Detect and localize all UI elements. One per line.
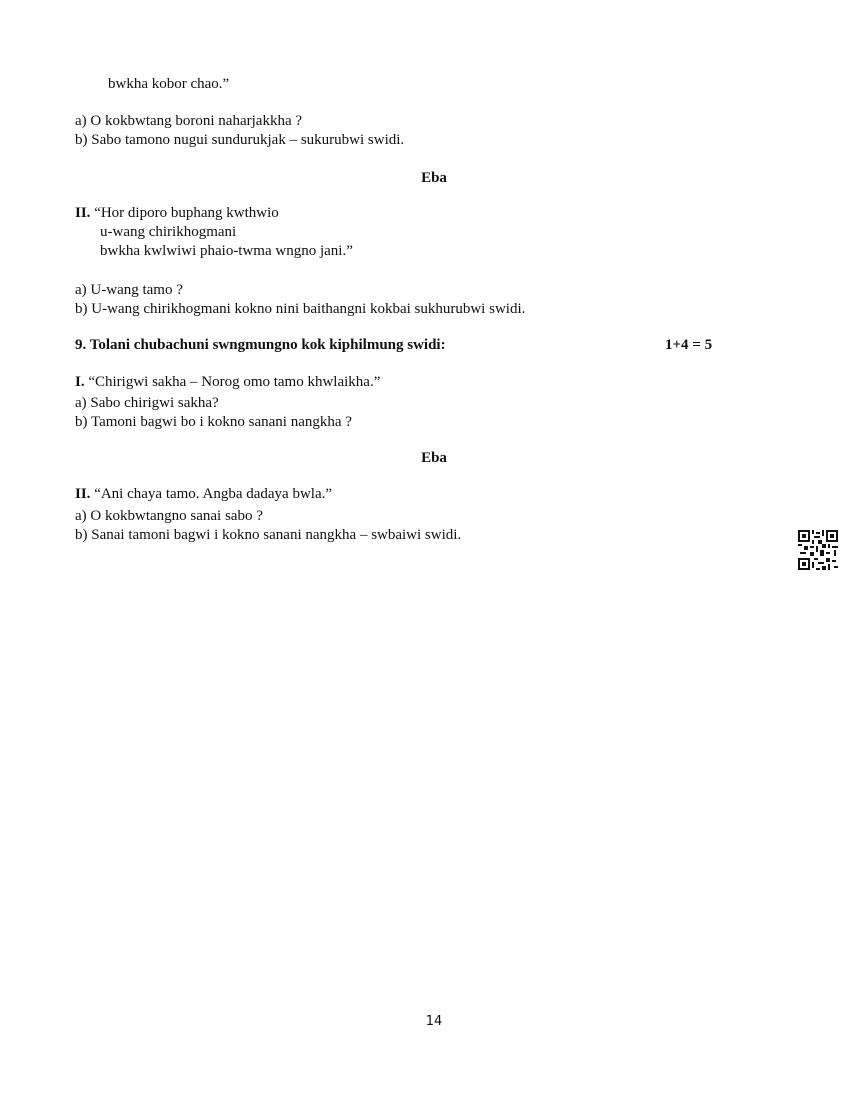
q9-marks: 1+4 = 5 bbox=[665, 337, 713, 353]
q8-part1-question-a: a) O kokbwtang boroni naharjakkha ? bbox=[75, 113, 303, 129]
q8-part1-tail: bwkha kobor chao.” bbox=[108, 76, 230, 92]
q9-or-label: Eba bbox=[421, 450, 447, 466]
q9-heading: 9. Tolani chubachuni swngmungno kok kiphilmung swidi: bbox=[75, 337, 446, 353]
q9-part1-question-b: b) Tamoni bagwi bo i kokno sanani nangkha ? bbox=[75, 414, 352, 430]
q9-part2-line bbox=[75, 485, 332, 503]
q8-part1-question-b: b) Sabo tamono nugui sundurukjak – sukurubwi swidi. bbox=[75, 132, 405, 148]
q9-part1-quote: “Chirigwi sakha – Norog omo tamo khwlaikha.” bbox=[84, 374, 381, 390]
qr-code-icon bbox=[798, 530, 838, 570]
q8-part2-quote-line1: “Hor diporo buphang kwthwio bbox=[90, 205, 279, 221]
q8-part2-question-a: a) U-wang tamo ? bbox=[75, 282, 183, 298]
q9-part2-quote: “Ani chaya tamo. Angba dadaya bwla.” bbox=[90, 486, 333, 502]
q9-part1-question-a: a) Sabo chirigwi sakha? bbox=[75, 395, 219, 411]
q9-part2-question-a: a) O kokbwtangno sanai sabo ? bbox=[75, 508, 263, 524]
q8-part2-number: II. bbox=[75, 205, 91, 221]
page-number: 14 bbox=[425, 1014, 443, 1029]
q8-or-label: Eba bbox=[421, 170, 447, 186]
q9-part1-number: I. bbox=[75, 374, 85, 390]
q9-part1-line bbox=[75, 373, 380, 391]
q8-part2-quote-line2: u-wang chirikhogmani bbox=[100, 224, 237, 240]
q8-part2-question-b: b) U-wang chirikhogmani kokno nini baithangni kokbai sukhurubwi swidi. bbox=[75, 301, 526, 317]
q9-part2-number: II. bbox=[75, 486, 91, 502]
q8-part2-line1 bbox=[75, 204, 279, 222]
q9-part2-question-b: b) Sanai tamoni bagwi i kokno sanani nangkha – swbaiwi swidi. bbox=[75, 527, 462, 543]
q8-part2-quote-line3: bwkha kwlwiwi phaio-twma wngno jani.” bbox=[100, 243, 353, 259]
